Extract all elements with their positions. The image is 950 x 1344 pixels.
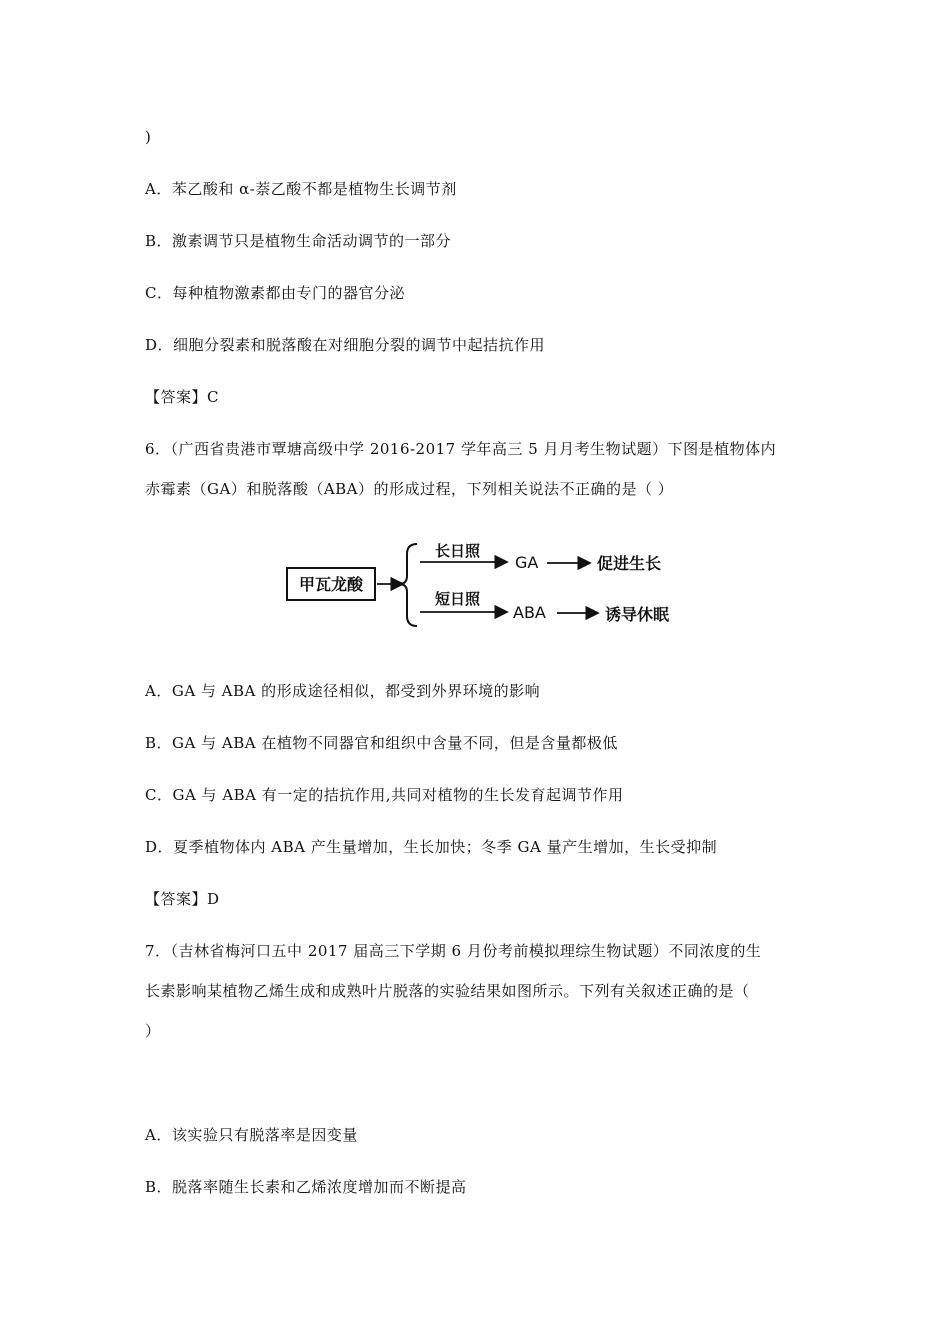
q6-pathway-diagram (285, 540, 705, 635)
q6-answer: 【答案】D (145, 890, 220, 908)
q6-option-d: D．夏季植物体内 ABA 产生量增加，生长加快；冬季 GA 量产生增加，生长受抑制 (145, 838, 718, 856)
q6-stem-line-1: 6．（广西省贵港市覃塘高级中学 2016-2017 学年高三 5 月月考生物试题）下图是植物体内 (145, 440, 777, 458)
q7-stem-line-2: 长素影响某植物乙烯生成和成熟叶片脱落的实验结果如图所示。下列有关叙述正确的是（ (145, 982, 750, 1000)
top-product: GA (515, 553, 539, 572)
q7-option-a: A．该实验只有脱落率是因变量 (145, 1126, 358, 1144)
branch-brace (399, 544, 417, 626)
q7-stem-line-3: ） (145, 1022, 161, 1040)
q7-stem-line-1: 7．（吉林省梅河口五中 2017 届高三下学期 6 月份考前模拟理综生物试题）不同浓度的生 (145, 942, 762, 960)
bottom-product: ABA (513, 603, 546, 622)
q5-option-b: B．激素调节只是植物生命活动调节的一部分 (145, 232, 452, 250)
bottom-condition: 短日照 (435, 590, 481, 608)
q5-stem-continuation: ) (145, 128, 152, 146)
q6-option-a: A．GA 与 ABA 的形成途径相似，都受到外界环境的影响 (145, 682, 541, 700)
bottom-effect: 诱导休眠 (605, 605, 670, 624)
q6-option-b: B．GA 与 ABA 在植物不同器官和组织中含量不同，但是含量都极低 (145, 734, 618, 752)
q7-option-b: B．脱落率随生长素和乙烯浓度增加而不断提高 (145, 1178, 467, 1196)
top-condition: 长日照 (435, 542, 481, 560)
q6-option-c: C．GA 与 ABA 有一定的拮抗作用,共同对植物的生长发育起调节作用 (145, 786, 624, 804)
top-effect: 促进生长 (597, 554, 662, 573)
q5-option-c: C．每种植物激素都由专门的器官分泌 (145, 284, 405, 302)
q5-option-a: A．苯乙酸和 α-萘乙酸不都是植物生长调节剂 (145, 180, 457, 198)
q5-option-d: D．细胞分裂素和脱落酸在对细胞分裂的调节中起拮抗作用 (145, 336, 546, 354)
q5-answer: 【答案】C (145, 388, 219, 406)
source-label: 甲瓦龙酸 (298, 575, 364, 594)
q6-stem-line-2: 赤霉素（GA）和脱落酸（ABA）的形成过程，下列相关说法不正确的是（ ） (145, 480, 674, 498)
